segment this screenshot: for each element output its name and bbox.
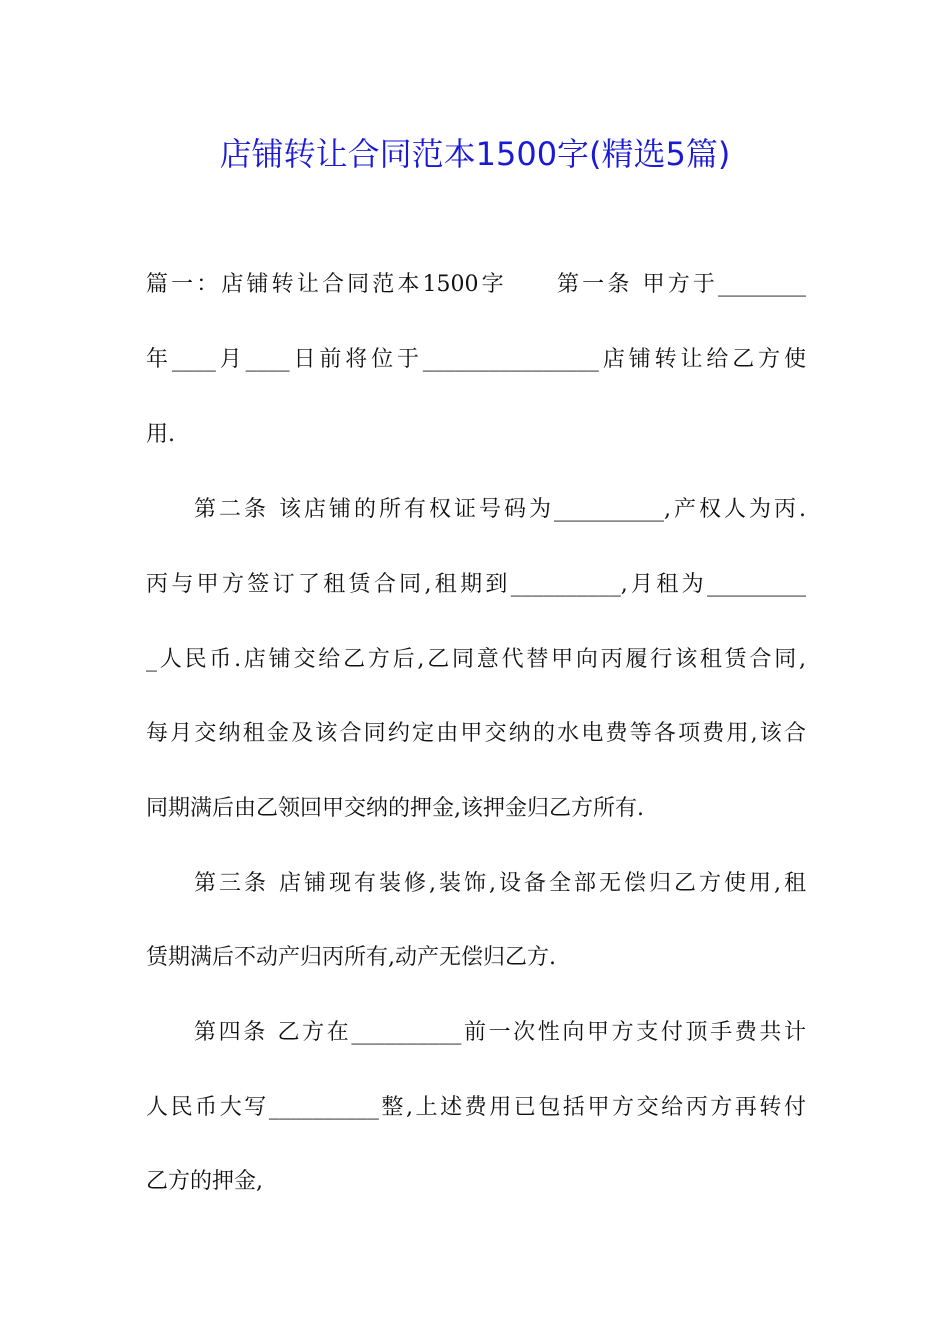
paragraph-line: 第四条 乙方在__________前一次性向甲方支付顶手费共计: [194, 1020, 806, 1045]
paragraph-line: 第三条 店铺现有装修,装饰,设备全部无偿归乙方使用,租: [194, 871, 806, 896]
paragraph-line: 年____月____日前将位于________________店铺转让给乙方使: [146, 347, 806, 372]
document-title: 店铺转让合同范本1500字(精选5篇): [219, 135, 731, 173]
paragraph-line: 同期满后由乙领回甲交纳的押金,该押金归乙方所有.: [146, 796, 644, 821]
paragraph-line: 赁期满后不动产归丙所有,动产无偿归乙方.: [146, 945, 556, 970]
paragraph-line: 用.: [146, 422, 175, 447]
paragraph-line: 篇一：店铺转让合同范本1500字 第一条 甲方于________: [146, 272, 806, 297]
paragraph-line: _人民币.店铺交给乙方后,乙同意代替甲向丙履行该租赁合同,: [146, 647, 806, 672]
paragraph-line: 丙与甲方签订了租赁合同,租期到__________,月租为_________: [146, 572, 806, 597]
paragraph-line: 每月交纳租金及该合同约定由甲交纳的水电费等各项费用,该合: [146, 721, 806, 746]
paragraph-line: 人民币大写__________整,上述费用已包括甲方交给丙方再转付: [146, 1095, 806, 1120]
paragraph-line: 乙方的押金,: [146, 1169, 263, 1194]
paragraph-line: 第二条 该店铺的所有权证号码为__________,产权人为丙.: [194, 497, 806, 522]
